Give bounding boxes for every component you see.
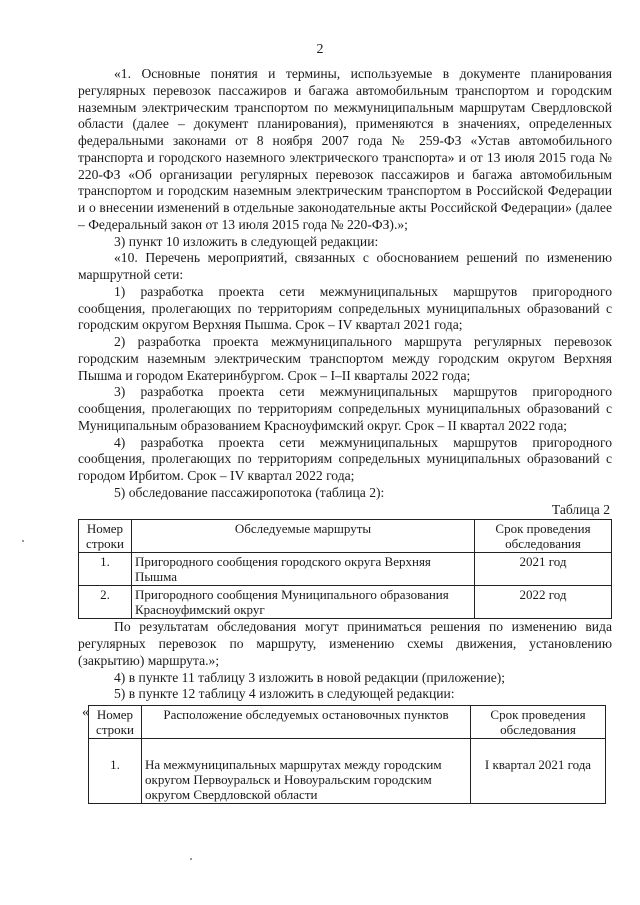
page-number: 2 (316, 42, 324, 57)
table-row (89, 739, 606, 804)
paragraph-survey-results: По результатам обследования могут приниматься решения по изменению вида регулярных перевозок по маршруту, изменению схемы движения, установлению (закрытию) маршрута.»; (78, 619, 612, 668)
paragraph-item-10-intro: «10. Перечень мероприятий, связанных с обоснованием решений по изменению маршрутной сети: (78, 250, 612, 282)
paragraph-item-5: 5) в пункте 12 таблицу 4 изложить в следующей редакции: (114, 686, 455, 702)
paragraph-subitem-5: 5) обследование пассажиропотока (таблица 2): (114, 484, 385, 500)
cell-row-number: 2. (79, 586, 132, 619)
header-deadline: Срок проведения обследования (475, 520, 612, 553)
paragraph-definitions: «1. Основные понятия и термины, используемые в документе планирования регулярных перевозок пассажиров и багажа автомобильным транспортом и городским наземным электрическим транспортом по межмуниципальным маршрутам Свердловской области (далее – документ планирования), применяются в значениях, определенных федеральными законами от 8 ноября 2007 года № 259-ФЗ «Устав автомобильного транспорта и городского наземного электрического транспорта» и от 13 июля 2015 года № 220-ФЗ «Об организации регулярных перевозок пассажиров и багажа автомобильным транспортом и городским наземным электрическим транспортом в Российской Федерации и о внесении изменений в отдельные законодательные акты Российской Федерации» (далее – Федеральный закон от 13 июля 2015 года № 220-ФЗ).»; (78, 66, 612, 232)
cell-route: Пригородного сообщения Муниципального образования Красноуфимский округ (132, 586, 475, 619)
header-row-number: Номер строки (79, 520, 132, 553)
cell-row-number: 1. (79, 553, 132, 586)
table-row (79, 586, 612, 619)
table-2-caption: Таблица 2 (551, 501, 610, 517)
cell-deadline: 2021 год (475, 553, 612, 586)
paragraph-subitem-3: 3) разработка проекта сети межмуниципальных маршрутов пригородного сообщения, пролегающих по территориям сопредельных муниципальных образований с Муниципальным образованием Красноуфимский округ. Срок – II квартал 2022 года; (78, 384, 612, 433)
document-body (78, 66, 612, 804)
header-stop-location: Расположение обследуемых остановочных пунктов (142, 706, 471, 739)
table-4-wrapper (82, 705, 612, 804)
paragraph-subitem-1: 1) разработка проекта сети межмуниципальных маршрутов пригородного сообщения, пролегающих по территориям сопредельных муниципальных образований с городским округом Верхняя Пышма. Срок – IV квартал 2021 года; (78, 283, 612, 333)
cell-deadline: I квартал 2021 года (471, 739, 606, 804)
scan-speck (190, 858, 192, 860)
paragraph-subitem-4: 4) разработка проекта сети межмуниципальных маршрутов пригородного сообщения, пролегающих по территориям сопредельных муниципальных образований с городом Ирбитом. Срок – IV квартал 2022 года; (78, 434, 612, 483)
scan-speck (22, 540, 24, 542)
table-4 (88, 705, 606, 804)
paragraph-subitem-2: 2) разработка проекта межмуниципального маршрута регулярных перевозок городским наземным электрическим транспортом между городским округом Верхняя Пышма и городом Екатеринбургом. Срок – I–II кварталы 2022 года; (78, 334, 612, 383)
paragraph-item-4: 4) в пункте 11 таблицу 3 изложить в новой редакции (приложение); (114, 669, 506, 685)
opening-quote: « (82, 705, 89, 720)
cell-deadline: 2022 год (475, 586, 612, 619)
header-deadline: Срок проведения обследования (471, 706, 606, 739)
table-row (79, 553, 612, 586)
paragraph-item-3: 3) пункт 10 изложить в следующей редакции: (114, 233, 379, 249)
table-2 (78, 519, 612, 619)
table-header-row (89, 706, 606, 739)
cell-row-number: 1. (89, 739, 142, 804)
cell-stop-location: На межмуниципальных маршрутах между городским округом Первоуральск и Новоуральским городским округом Свердловской области (142, 739, 471, 804)
header-routes: Обследуемые маршруты (132, 520, 475, 553)
header-row-number: Номер строки (89, 706, 142, 739)
table-header-row (79, 520, 612, 553)
cell-route: Пригородного сообщения городского округа Верхняя Пышма (132, 553, 475, 586)
